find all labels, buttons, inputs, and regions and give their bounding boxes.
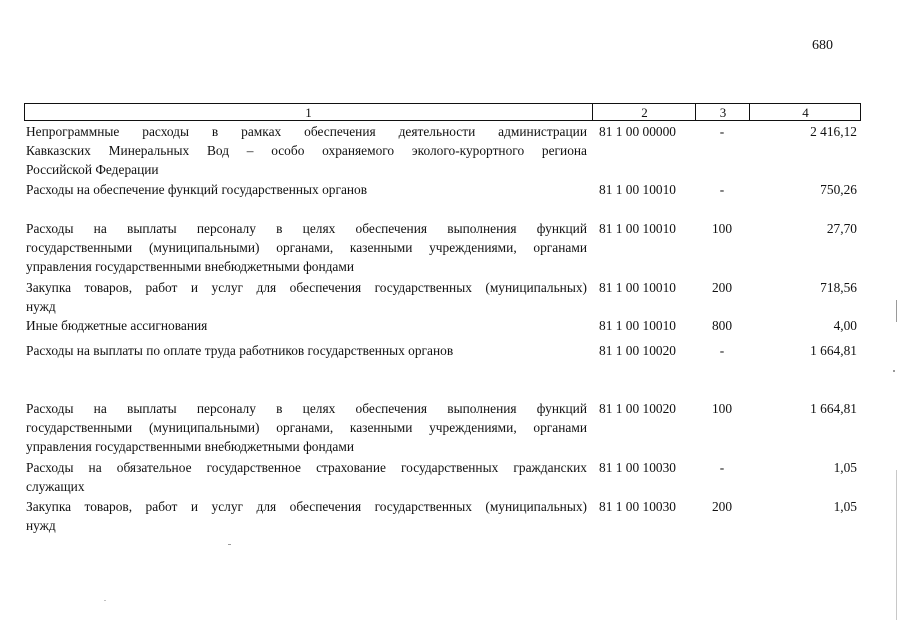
header-col-1: 1 <box>305 105 312 120</box>
row-code: 81 1 00 10010 <box>599 221 676 236</box>
row-type: 100 <box>711 401 733 416</box>
row-code: 81 1 00 00000 <box>599 124 676 139</box>
scan-mark <box>896 300 897 322</box>
table-header <box>24 103 861 121</box>
row-type: 200 <box>711 280 733 295</box>
row-type: - <box>719 124 725 139</box>
row-code: 81 1 00 10010 <box>599 280 676 295</box>
row-amount: 2 416,12 <box>810 124 857 139</box>
row-code: 81 1 00 10010 <box>599 318 676 333</box>
row-amount: 1 664,81 <box>810 401 857 416</box>
row-name: Иные бюджетные ассигнования <box>26 318 208 333</box>
row-amount: 718,56 <box>820 280 857 295</box>
row-amount: 1,05 <box>833 460 857 475</box>
scan-mark <box>896 470 897 620</box>
row-amount: 1 664,81 <box>810 343 857 358</box>
row-name: Расходы на обеспечение функций государственных органов <box>26 182 368 197</box>
row-name: Закупка товаров, работ и услуг для обеспечения государственных (муниципальных) нужд <box>26 280 587 314</box>
row-code: 81 1 00 10020 <box>599 343 676 358</box>
scan-mark <box>228 544 231 545</box>
row-amount: 27,70 <box>826 221 857 236</box>
header-col-2: 2 <box>592 104 696 120</box>
row-type: - <box>719 343 725 358</box>
page-number: 680 <box>812 38 833 53</box>
row-amount: 750,26 <box>820 182 857 197</box>
row-code: 81 1 00 10010 <box>599 182 676 197</box>
row-name: Расходы на выплаты персоналу в целях обеспечения выполнения функций государственными (муниципальными) органами, казенными учреждениями, органами управления государственными внебюджетными фондами <box>26 401 587 454</box>
row-name: Расходы на выплаты по оплате труда работников государственных органов <box>26 343 454 358</box>
row-name: Непрограммные расходы в рамках обеспечения деятельности администрации Кавказских Минеральных Вод – особо охраняемого эколого-курортного региона Российской Федерации <box>26 124 587 177</box>
scan-mark <box>893 370 895 372</box>
scan-mark <box>104 600 106 601</box>
header-col-3: 3 <box>695 104 750 120</box>
row-type: 800 <box>711 318 733 333</box>
header-col-4: 4 <box>749 104 861 120</box>
row-type: - <box>719 182 725 197</box>
row-code: 81 1 00 10020 <box>599 401 676 416</box>
row-name: Расходы на выплаты персоналу в целях обеспечения выполнения функций государственными (муниципальными) органами, казенными учреждениями, органами управления государственными внебюджетными фондами <box>26 221 587 274</box>
row-code: 81 1 00 10030 <box>599 460 676 475</box>
row-name: Расходы на обязательное государственное страхование государственных гражданских служащих <box>26 460 587 494</box>
row-amount: 4,00 <box>833 318 857 333</box>
row-type: 200 <box>711 499 733 514</box>
row-amount: 1,05 <box>833 499 857 514</box>
row-type: 100 <box>711 221 733 236</box>
row-code: 81 1 00 10030 <box>599 499 676 514</box>
row-name: Закупка товаров, работ и услуг для обеспечения государственных (муниципальных) нужд <box>26 499 587 533</box>
row-type: - <box>719 460 725 475</box>
